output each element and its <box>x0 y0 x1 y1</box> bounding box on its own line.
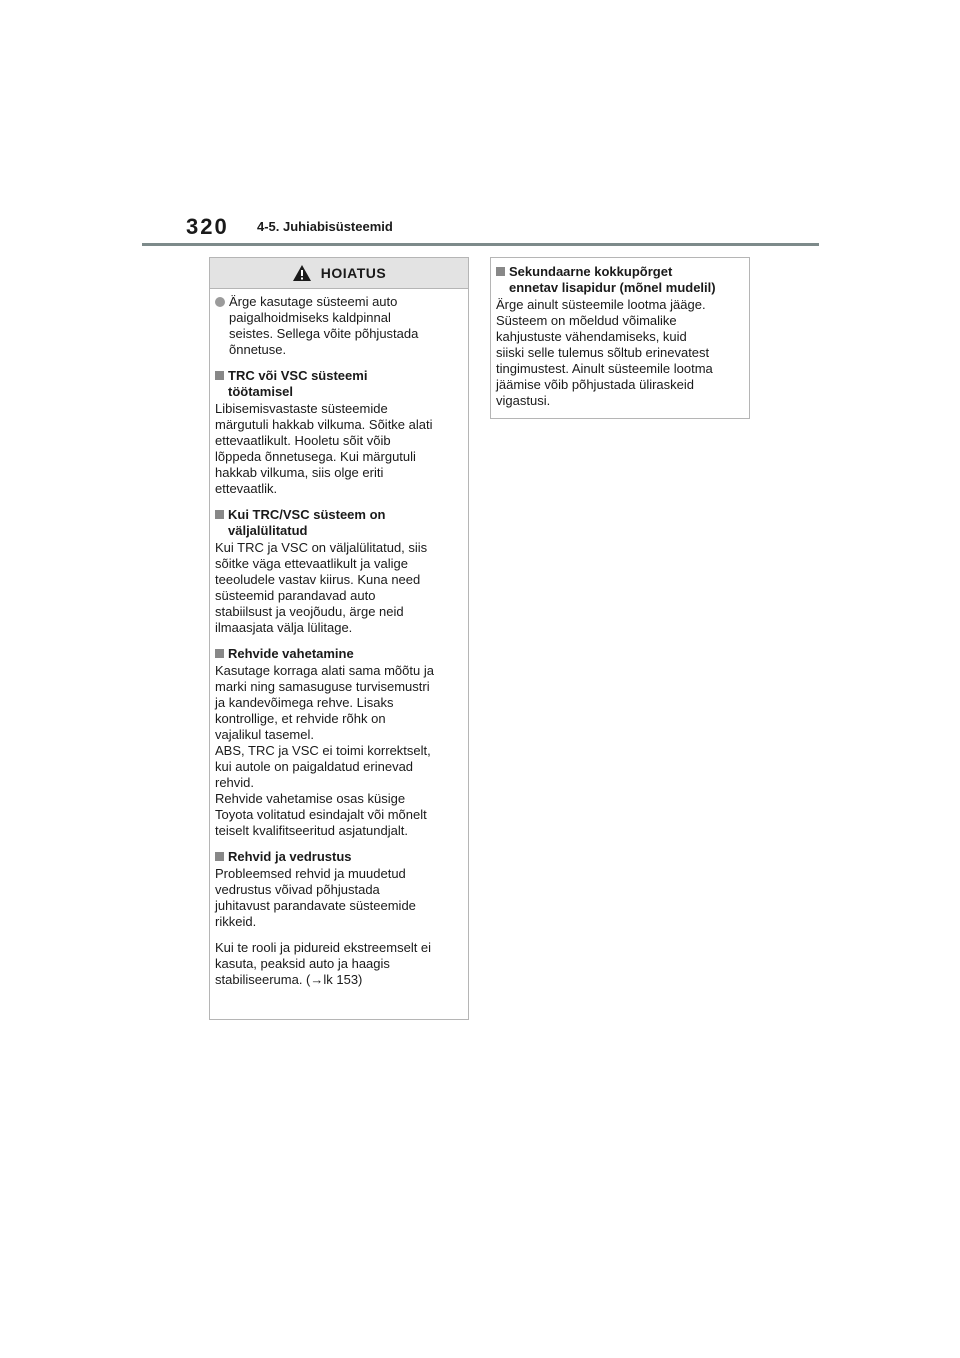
warning-bullet-text: Ärge kasutage süsteemi auto paigalhoidmiseks kaldpinnal seistes. Sellega võite põhjustada õnnetuse. <box>229 294 419 357</box>
square-bullet-icon <box>496 267 505 276</box>
warning-bullet <box>215 294 463 358</box>
note-heading <box>496 264 744 296</box>
warning-triangle-icon <box>292 264 312 282</box>
note-text: Ärge ainult süsteemile lootma jääge. Süsteem on mõeldud võimalike kahjustuste vähendamiseks, kuid siiski selle tulemus sõltub erinevatest tingimustest. Ainult süsteemile lootma jäämise võib põhjustada üliraskeid vigastusi. <box>496 297 713 408</box>
warning-box <box>209 257 469 1020</box>
warning-section-heading <box>215 849 463 865</box>
note-box <box>490 257 750 419</box>
bullet-circle-icon <box>215 297 225 307</box>
square-bullet-icon <box>215 649 224 658</box>
warning-section-text: Probleemsed rehvid ja muudetud vedrustus võivad põhjustada juhitavust parandavate süsteemide rikkeid. <box>215 866 416 929</box>
warning-header <box>210 258 468 289</box>
warning-final-text: Kui te rooli ja pidureid ekstreemselt ei kasuta, peaksid auto ja haagis stabiliseeruma. (→lk 153) <box>215 940 432 987</box>
note-body <box>491 258 749 409</box>
warning-title: HOIATUS <box>320 265 387 281</box>
warning-section-heading-text: Rehvid ja vedrustus <box>228 849 352 864</box>
note-heading-text: Sekundaarne kokkupõrget ennetav lisapidur (mõnel mudelil) <box>509 264 716 295</box>
warning-section-heading-text: Kui TRC/VSC süsteem on väljalülitatud <box>228 507 386 538</box>
square-bullet-icon <box>215 510 224 519</box>
warning-section-heading-text: TRC või VSC süsteemi töötamisel <box>228 368 368 399</box>
warning-section-heading <box>215 368 463 400</box>
warning-section-heading-text: Rehvide vahetamine <box>228 646 354 661</box>
header-rule <box>142 243 819 246</box>
warning-section-text: Kui TRC ja VSC on väljalülitatud, siis sõitke väga ettevaatlikult ja valige teeoludele vastav kiirus. Kuna need süsteemid parandavad auto stabiilsust ja veojõudu, ärge neid ilmaasjata välja lülitage. <box>215 540 428 635</box>
page-number: 320 <box>186 214 229 239</box>
warning-section-text: Libisemisvastaste süsteemide märgutuli hakkab vilkuma. Sõitke alati ettevaatlikult. Hooletu sõit võib lõppeda õnnetusega. Kui märgutuli hakkab vilkuma, siis olge eriti ettevaatlik. <box>215 401 433 496</box>
warning-body <box>210 289 468 988</box>
warning-section-heading <box>215 507 463 539</box>
square-bullet-icon <box>215 852 224 861</box>
section-title: 4-5. Juhiabisüsteemid <box>257 219 393 234</box>
warning-section-heading <box>215 646 463 662</box>
warning-section-text: Kasutage korraga alati sama mõõtu ja marki ning samasuguse turvisemustri ja kandevõimega rehve. Lisaks kontrollige, et rehvide rõhk on vajalikul tasemel. ABS, TRC ja VSC ei toimi korrektselt, kui autole on paigaldatud erinevad rehvid. Rehvide vahetamise osas küsige Toyota volitatud esindajalt või mõnelt teiselt kvalifitseeritud asjatundjalt. <box>215 663 434 838</box>
square-bullet-icon <box>215 371 224 380</box>
